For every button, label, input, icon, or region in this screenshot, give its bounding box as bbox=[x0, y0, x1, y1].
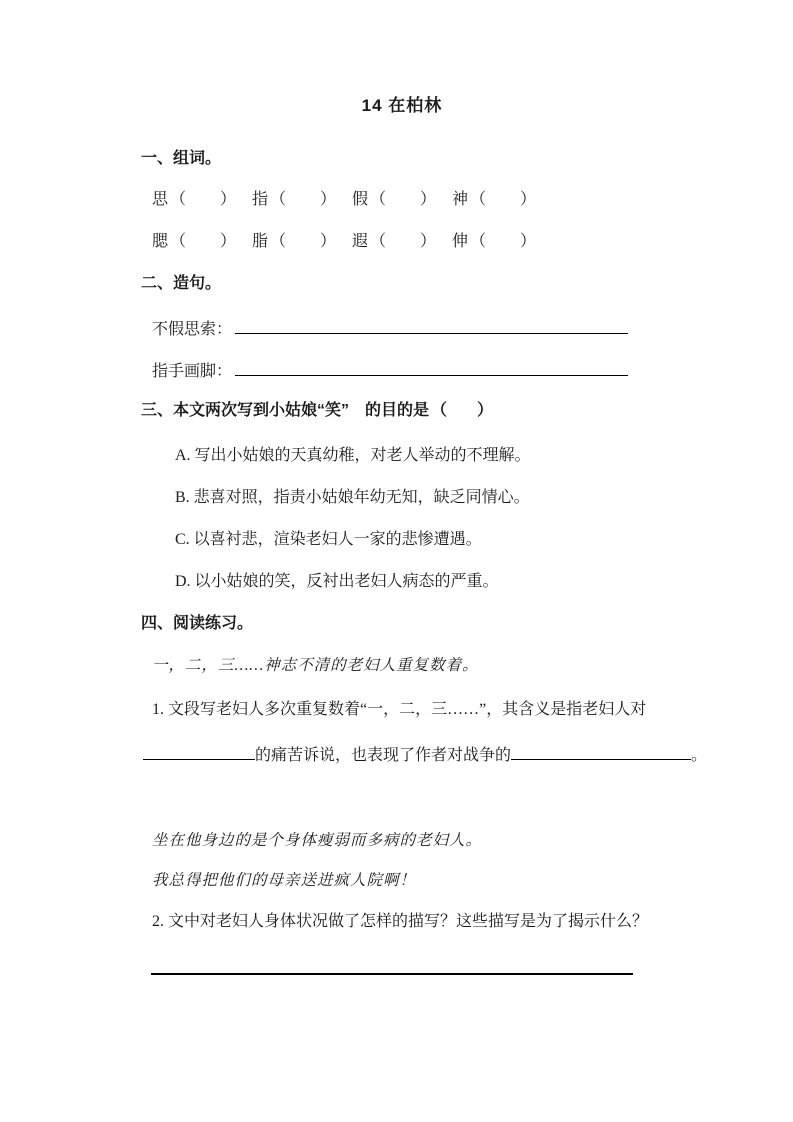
paren-close: ） bbox=[477, 402, 494, 419]
paren-close: ） bbox=[520, 233, 537, 250]
paren-open: （ bbox=[431, 402, 448, 419]
paren-close: ） bbox=[220, 233, 237, 250]
question-1-text: 1. 文段写老妇人多次重复数着“一，二，三……”，其含义是指老妇人对 bbox=[152, 701, 647, 718]
sentence-blank-line bbox=[235, 317, 628, 334]
option-a: A. 写出小姑娘的天真幼稚，对老人举动的不理解。 bbox=[175, 447, 531, 464]
passage-quote-3: 我总得把他们的母亲送进疯人院啊！ bbox=[152, 872, 417, 889]
paren-open: （ bbox=[470, 191, 487, 208]
sentence-label: 不假思索： bbox=[152, 321, 233, 338]
paren-open: （ bbox=[370, 191, 387, 208]
fill-blank-1 bbox=[143, 743, 255, 760]
word-char: 假 bbox=[352, 191, 369, 208]
word-row-2 bbox=[152, 231, 663, 252]
paren-open: （ bbox=[270, 233, 287, 250]
option-d: D. 以小姑娘的笑，反衬出老妇人病态的严重。 bbox=[175, 573, 499, 590]
page-title: 14 在柏林 bbox=[361, 96, 443, 115]
passage-quote-1: 一，二，三……神志不清的老妇人重复数着。 bbox=[152, 657, 479, 674]
word-group bbox=[252, 189, 352, 210]
word-char: 指 bbox=[252, 191, 269, 208]
paren-open: （ bbox=[270, 191, 287, 208]
sentence-item-1 bbox=[152, 317, 663, 338]
word-row-1 bbox=[152, 189, 663, 210]
word-char: 伸 bbox=[452, 233, 469, 250]
section-2-heading: 二、造句。 bbox=[141, 275, 222, 292]
word-char: 遐 bbox=[352, 233, 369, 250]
paren-close: ） bbox=[520, 191, 537, 208]
word-char: 思 bbox=[152, 191, 169, 208]
word-char: 腮 bbox=[152, 233, 169, 250]
question-1-period: 。 bbox=[691, 747, 708, 764]
word-group bbox=[452, 231, 536, 252]
answer-line bbox=[151, 973, 633, 975]
section-3-heading-text: 三、本文两次写到小姑娘“笑” 的目的是 bbox=[141, 402, 430, 419]
paren-open: （ bbox=[170, 233, 187, 250]
paren-close: ） bbox=[320, 191, 337, 208]
question-1-mid-text: 的痛苦诉说，也表现了作者对战争的 bbox=[255, 747, 512, 764]
paren-open: （ bbox=[370, 233, 387, 250]
sentence-label: 指手画脚： bbox=[152, 363, 233, 380]
section-3-heading bbox=[141, 400, 663, 421]
word-char: 脂 bbox=[252, 233, 269, 250]
option-b: B. 悲喜对照，指责小姑娘年幼无知，缺乏同情心。 bbox=[175, 489, 530, 506]
passage-quote-2: 坐在他身边的是个身体瘦弱而多病的老妇人。 bbox=[152, 832, 483, 849]
paren-open: （ bbox=[470, 233, 487, 250]
option-c: C. 以喜衬悲，渲染老妇人一家的悲惨遭遇。 bbox=[175, 531, 482, 548]
word-group bbox=[252, 231, 352, 252]
word-group bbox=[352, 231, 452, 252]
paren-close: ） bbox=[420, 233, 437, 250]
section-4-heading: 四、阅读练习。 bbox=[141, 615, 254, 632]
section-1-heading: 一、组词。 bbox=[141, 150, 222, 167]
fill-blank-2 bbox=[511, 743, 691, 760]
word-group bbox=[352, 189, 452, 210]
sentence-blank-line bbox=[235, 359, 628, 376]
word-group bbox=[152, 231, 252, 252]
word-char: 神 bbox=[452, 191, 469, 208]
paren-close: ） bbox=[220, 191, 237, 208]
word-group bbox=[152, 189, 252, 210]
paren-close: ） bbox=[320, 233, 337, 250]
paren-close: ） bbox=[420, 191, 437, 208]
question-1-fill-line bbox=[143, 743, 708, 764]
paren-open: （ bbox=[170, 191, 187, 208]
question-2-text: 2. 文中对老妇人身体状况做了怎样的描写？这些描写是为了揭示什么？ bbox=[152, 913, 649, 930]
word-group bbox=[452, 189, 536, 210]
sentence-item-2 bbox=[152, 359, 663, 380]
